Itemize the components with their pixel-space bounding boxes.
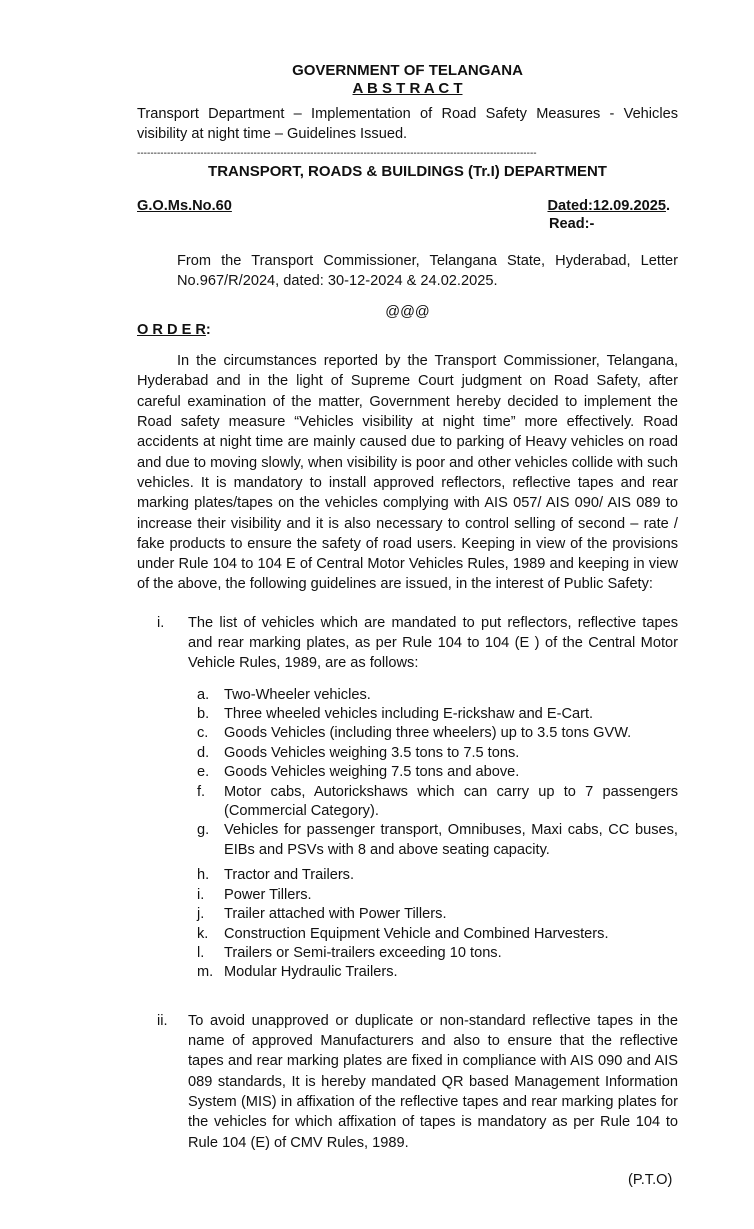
pto-label: (P.T.O): [628, 1171, 673, 1188]
item-text: Trailers or Semi-trailers exceeding 10 tons.: [224, 944, 502, 961]
item-text: Modular Hydraulic Trailers.: [224, 964, 398, 981]
list-item: [197, 925, 678, 944]
item-marker: j.: [197, 906, 205, 923]
item-marker: i.: [197, 886, 205, 903]
order-heading-colon: :: [205, 322, 211, 339]
abstract-title: A B S T R A C T: [352, 80, 463, 97]
item-marker: b.: [197, 706, 210, 723]
item-marker: g.: [197, 822, 210, 839]
point-i: [157, 613, 678, 983]
list-item: [197, 886, 678, 905]
list-item: [197, 686, 678, 705]
item-text: Goods Vehicles (including three wheelers) up to 3.5 tons GVW.: [224, 725, 632, 742]
order-paragraph: In the circumstances reported by the Transport Commissioner, Telangana, Hyderabad and in the light of Supreme Court judgment on Road Safety, after careful examination of the matter, Government hereby decided to implement the Road safety measure “Vehicles visibility at night time” more effectively. Road accidents at night time are mainly caused due to parking of Heavy vehicles on road and due to moving slowly, when visibility is poor and other vehicles collide with such vehicles. It is mandatory to install approved reflectors, reflective tapes and rear marking plates/tapes on the vehicles complying with AIS 057/ AIS 090/ AIS 089 to increase their visibility and it is also necessary to control selling of second – rate / fake products to ensure the safety of road users. Keeping in view of the provisions under Rule 104 to 104 E of Central Motor Vehicles Rules, 1989 and keeping in view of the above, the following guidelines are issued, in the interest of Public Safety:: [137, 353, 678, 593]
list-item: [197, 763, 678, 782]
list-item: [197, 944, 678, 963]
point-ii: [157, 1011, 678, 1153]
divider-mark: @@@: [385, 304, 430, 321]
subject: Transport Department – Implementation of Road Safety Measures - Vehicles visibility at night time – Guidelines Issued.: [137, 106, 678, 143]
item-marker: l.: [197, 944, 205, 961]
read-label: Read:-: [549, 215, 595, 232]
go-date: Dated:12.09.2025: [547, 197, 666, 214]
item-marker: m.: [197, 964, 214, 981]
department-title: TRANSPORT, ROADS & BUILDINGS (Tr.I) DEPARTMENT: [208, 162, 607, 180]
point-marker: i.: [157, 614, 165, 631]
item-text: Construction Equipment Vehicle and Combined Harvesters.: [224, 925, 609, 942]
point-marker: ii.: [157, 1012, 168, 1029]
go-number: G.O.Ms.No.60: [137, 197, 232, 214]
item-marker: h.: [197, 867, 210, 884]
item-marker: c.: [197, 725, 209, 742]
list-item: [197, 744, 678, 763]
item-text: Power Tillers.: [224, 886, 312, 903]
item-marker: a.: [197, 686, 210, 703]
item-text: Vehicles for passenger transport, Omnibuses, Maxi cabs, CC buses, EIBs and PSVs with 8 and above seating capacity.: [224, 822, 678, 858]
list-item: [197, 866, 678, 885]
item-text: Goods Vehicles weighing 7.5 tons and above.: [224, 764, 520, 781]
list-item: [197, 783, 678, 822]
item-text: Trailer attached with Power Tillers.: [224, 906, 447, 923]
item-marker: k.: [197, 925, 209, 942]
item-marker: f.: [197, 783, 206, 800]
order-heading: O R D E R: [137, 322, 206, 339]
list-item: [197, 963, 678, 982]
point-text: The list of vehicles which are mandated to put reflectors, reflective tapes and rear marking plates, as per Rule 104 to 104 (E ) of the Central Motor Vehicle Rules, 1989, are as follows:: [188, 614, 678, 672]
reference-letter: From the Transport Commissioner, Telangana State, Hyderabad, Letter No.967/R/2024, dated: 30-12-2024 & 24.02.2025.: [177, 252, 678, 289]
item-text: Tractor and Trailers.: [224, 867, 355, 884]
separator: ------------------------------------------------------------------------------------------------------------------------: [137, 147, 537, 159]
item-marker: e.: [197, 764, 210, 781]
vehicle-list: [197, 686, 678, 983]
item-text: Three wheeled vehicles including E-rickshaw and E-Cart.: [224, 706, 594, 723]
point-text: To avoid unapproved or duplicate or non-standard reflective tapes in the name of approved Manufacturers and also to ensure that the reflective tapes and rear marking plates are fixed in compliance with AIS 090 and AIS 089 standards, It is hereby mandated QR based Management Information System (MIS) in affixation of the reflective tapes and rear marking plates for the vehicles for which affixation of tapes is mandatory as per Rule 104 to Rule 104 (E) of CMV Rules, 1989.: [188, 1012, 678, 1151]
item-text: Two-Wheeler vehicles.: [224, 686, 371, 703]
item-marker: d.: [197, 744, 210, 761]
government-title: GOVERNMENT OF TELANGANA: [292, 62, 523, 79]
item-text: Motor cabs, Autorickshaws which can carry up to 7 passengers (Commercial Category).: [224, 783, 678, 820]
list-item: [197, 724, 678, 743]
list-item: [197, 821, 678, 860]
item-text: Goods Vehicles weighing 3.5 tons to 7.5 tons.: [224, 744, 520, 761]
list-item: [197, 905, 678, 924]
go-date-period: .: [665, 197, 670, 214]
list-item: [197, 705, 678, 724]
